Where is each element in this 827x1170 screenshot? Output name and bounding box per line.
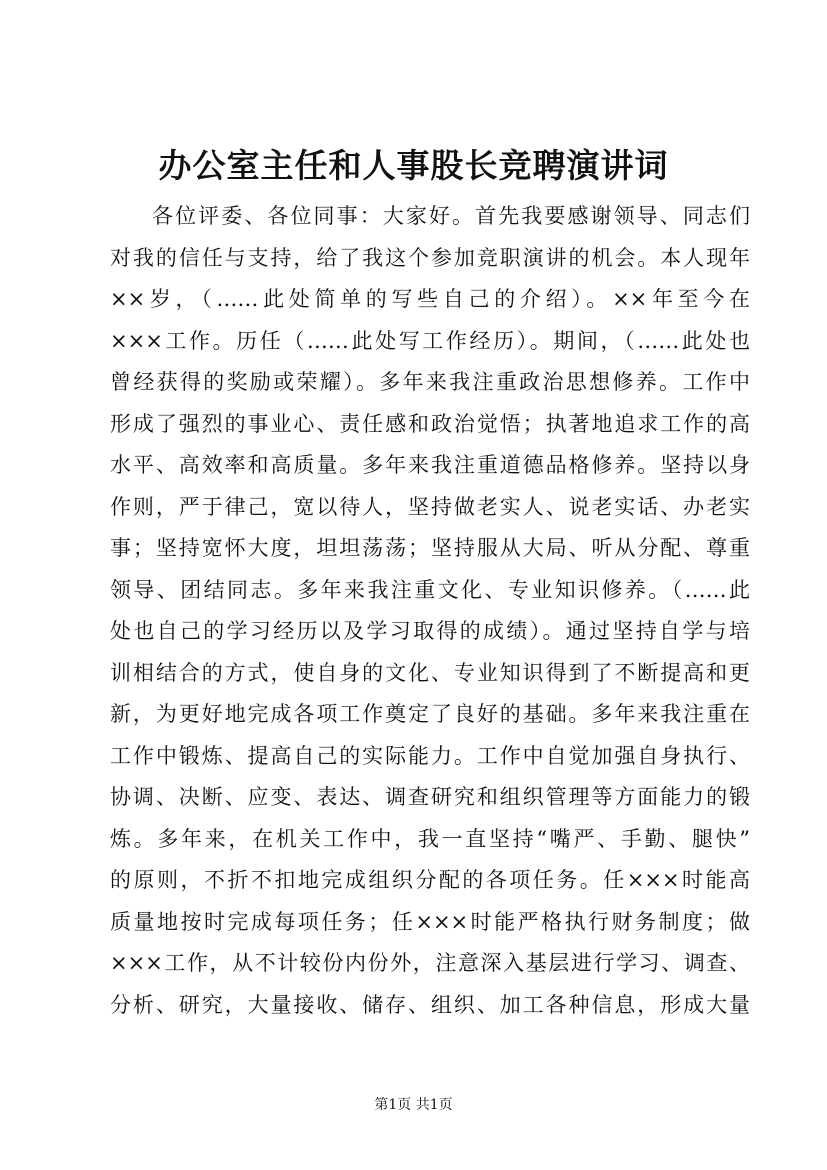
document-body [110, 196, 750, 1026]
body-line: 协调、决断、应变、表达、调查研究和组织管理等方面能力的锻 [110, 785, 750, 809]
body-line: 曾经获得的奖励或荣耀）。多年来我注重政治思想修养。工作中 [110, 370, 750, 394]
body-line: 工作中锻炼、提高自己的实际能力。工作中自觉加强自身执行、 [110, 743, 750, 768]
body-line: ×××工作。历任（……此处写工作经历）。期间，（……此处也 [110, 328, 750, 353]
body-line: 新，为更好地完成各项工作奠定了良好的基础。多年来我注重在 [110, 702, 750, 726]
body-line: 对我的信任与支持，给了我这个参加竞职演讲的机会。本人现年 [110, 245, 750, 270]
document-title: 办公室主任和人事股长竞聘演讲词 [158, 146, 669, 185]
body-line: 水平、高效率和高质量。多年来我注重道德品格修养。坚持以身 [110, 453, 750, 477]
body-line: 的原则，不折不扣地完成组织分配的各项任务。任×××时能高 [110, 868, 750, 892]
page-footer: 第1页 共1页 [374, 1097, 453, 1113]
body-line: 各位评委、各位同事：大家好。首先我要感谢领导、同志们 [152, 204, 750, 228]
body-line: ××岁，（……此处简单的写些自己的介绍）。××年至今在 [110, 287, 750, 311]
body-line: 训相结合的方式，使自身的文化、专业知识得到了不断提高和更 [110, 660, 750, 685]
body-line: 形成了强烈的事业心、责任感和政治觉悟；执著地追求工作的高 [110, 411, 750, 436]
body-line: 事；坚持宽怀大度，坦坦荡荡；坚持服从大局、听从分配、尊重 [110, 536, 750, 560]
body-line: 处也自己的学习经历以及学习取得的成绩）。通过坚持自学与培 [110, 619, 750, 643]
body-line: 质量地按时完成每项任务；任×××时能严格执行财务制度；做 [110, 909, 750, 934]
body-line: ×××工作，从不计较份内份外，注意深入基层进行学习、调查、 [110, 951, 750, 975]
body-line: 领导、团结同志。多年来我注重文化、专业知识修养。（……此 [110, 577, 750, 602]
body-line: 分析、研究，大量接收、储存、组织、加工各种信息，形成大量 [110, 992, 750, 1017]
body-line: 炼。多年来，在机关工作中，我一直坚持“嘴严、手勤、腿快” [110, 826, 750, 851]
body-line: 作则，严于律己，宽以待人，坚持做老实人、说老实话、办老实 [110, 494, 750, 519]
